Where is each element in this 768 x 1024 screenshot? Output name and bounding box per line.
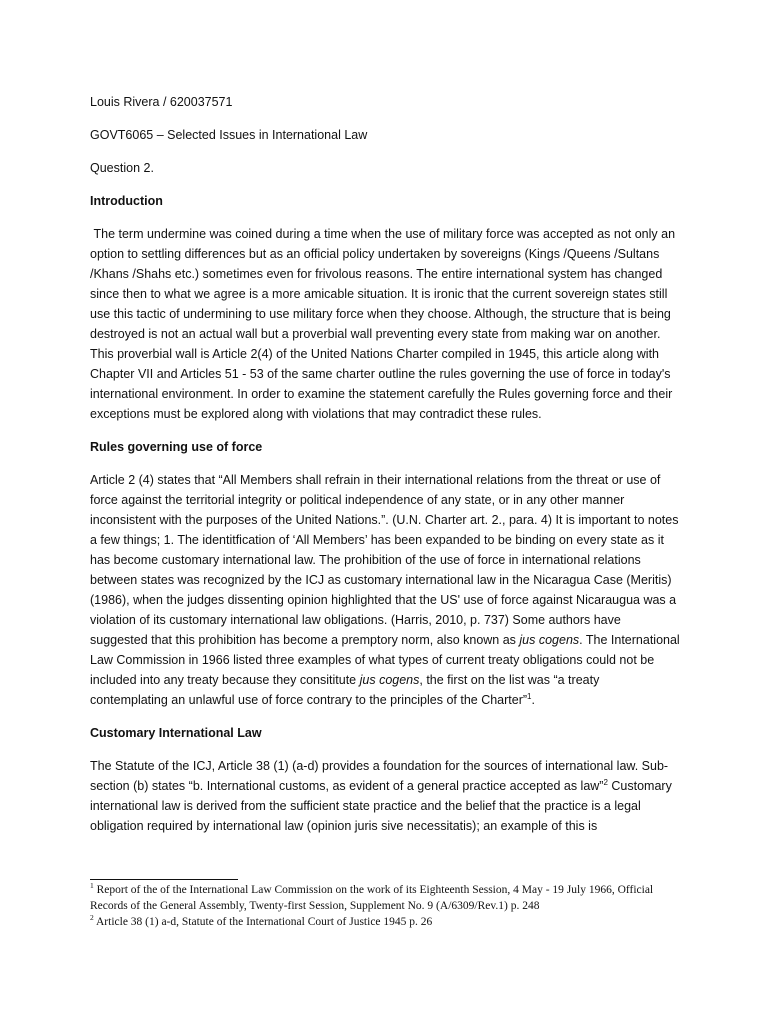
footnote-text: Article 38 (1) a-d, Statute of the International Court of Justice 1945 p. 26 [93,916,433,928]
footnote-marker: 2 [90,913,94,923]
course-line: GOVT6065 – Selected Issues in International Law [90,128,368,142]
italic-term: jus cogens [519,633,580,647]
footnote-1 [90,882,690,914]
paragraph-rules [90,470,680,710]
footnote-2 [90,914,690,930]
text-run: , the first on the list was “a treaty contemplating an unlawful use of force contrary to the principles of the Charter” [90,673,600,707]
text-run: . The International Law Commission in 1966 listed three examples of what types of current treaty obligations could not be included into any treaty because they consititute [90,633,680,687]
footnotes [90,882,690,930]
paragraph-introduction: The term undermine was coined during a time when the use of military force was accepted as not only an option to settling differences but as an official policy undertaken by sovereigns (Kings /Queens /Sultans /Khans /Shahs etc.) sometimes even for frivolous reasons. The entire international system has changed since then to what we agree is a more amicable situation. It is ironic that the current sovereign states still use this tactic of undermining to use military force when they choose. Although, the structure that is being destroyed is not an actual wall but a proverbial wall preventing every state from making war on another. This proverbial wall is Article 2(4) of the United Nations Charter compiled in 1945, this article along with Chapter VII and Articles 51 - 53 of the same charter outline the rules governing the use of force in today's international environment. In order to examine the statement carefully the Rules governing force and their exceptions must be explored along with violations that may contradict these rules. [90,227,679,421]
section-heading-introduction: Introduction [90,194,163,208]
footnote-marker: 1 [90,881,94,891]
document-body [90,92,680,849]
section-heading-rules: Rules governing use of force [90,440,263,454]
text-run: Customary international law is derived from the sufficient state practice and the belief that the practice is a legal obligation required by international law (opinion juris sive necessitatis); an example of this is [90,779,672,833]
footnote-text: Report of the of the International Law Commission on the work of its Eighteenth Session, 4 May - 19 July 1966, Official Records of the General Assembly, Twenty-first Session, Supplement No. 9 (A/6309/Rev.1) p. 248 [90,884,654,912]
footnote-ref-2[interactable]: 2 [603,777,608,787]
paragraph-customary [90,756,680,836]
footnote-separator [90,879,238,880]
text-run: . [531,693,535,707]
question-line: Question 2. [90,161,154,175]
italic-term: jus cogens [359,673,420,687]
section-heading-customary: Customary International Law [90,726,262,740]
author-line: Louis Rivera / 620037571 [90,95,233,109]
text-run: The Statute of the ICJ, Article 38 (1) (a-d) provides a foundation for the sources of international law. Sub-section (b) states “b. International customs, as evident of a general practice accepted as law” [90,759,669,793]
text-run: Article 2 (4) states that “All Members shall refrain in their international relations from the threat or use of force against the territorial integrity or political independence of any state, or in any other manner inconsistent with the purposes of the United Nations.”. (U.N. Charter art. 2., para. 4) It is important to notes a few things; 1. The identitfication of ‘All Members’ has been expanded to be binding on every state as it has become customary international law. The prohibition of the use of force in international relations between states was recognized by the ICJ as customary international law in the Nicaragua Case (Meritis)(1986), when the judges dissenting opinion highlighted that the US' use of force against Nicaraugua was a violation of its customary international law obligations. (Harris, 2010, p. 737) Some authors have suggested that this prohibition has become a premptory norm, also known as [90,473,679,647]
footnote-ref-1[interactable]: 1 [527,691,532,701]
